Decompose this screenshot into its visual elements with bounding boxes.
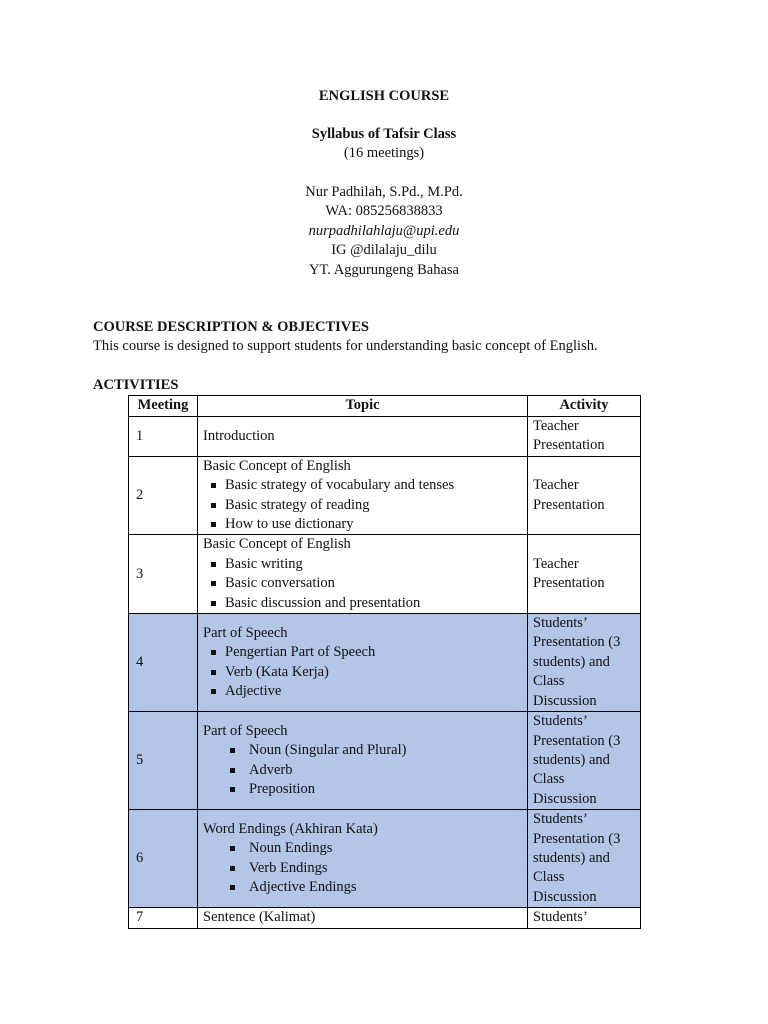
- meeting-cell: 6: [129, 810, 198, 908]
- meeting-cell: 4: [129, 614, 198, 712]
- topic-cell: [198, 417, 528, 457]
- meeting-cell: 1: [129, 417, 198, 457]
- activity-line: Presentation: [533, 496, 605, 513]
- activity-line: Teacher: [533, 477, 579, 494]
- description-heading: COURSE DESCRIPTION & OBJECTIVES: [93, 319, 369, 335]
- topic-item: Adjective Endings: [203, 878, 522, 897]
- topic-list: [203, 555, 522, 613]
- activity-cell: [528, 535, 641, 614]
- topic-item: Basic discussion and presentation: [203, 594, 522, 613]
- activity-cell: [528, 417, 641, 457]
- topic-item: Preposition: [203, 780, 522, 799]
- topic-cell: [198, 614, 528, 712]
- activity-line: Students’: [533, 615, 588, 632]
- meeting-cell: 5: [129, 712, 198, 810]
- activity-line: Class: [533, 771, 565, 788]
- instructor-block: [0, 183, 768, 280]
- topic-title: Basic Concept of English: [203, 457, 351, 474]
- table-row: [129, 614, 641, 712]
- topic-title: Introduction: [203, 427, 275, 444]
- activity-line: Class: [533, 869, 565, 886]
- instructor-wa: WA: 085256838833: [325, 203, 443, 220]
- activity-line: Presentation (3: [533, 634, 621, 651]
- description-section: [93, 318, 693, 357]
- topic-cell: [198, 535, 528, 614]
- topic-item: How to use dictionary: [203, 515, 522, 534]
- activity-line: Presentation: [533, 575, 605, 592]
- topic-item: Adverb: [203, 761, 522, 780]
- topic-cell: [198, 810, 528, 908]
- topic-item: Basic conversation: [203, 574, 522, 593]
- topic-title: Part of Speech: [203, 722, 288, 739]
- activity-line: Discussion: [533, 790, 597, 807]
- activity-cell: [528, 614, 641, 712]
- topic-list: [203, 741, 522, 799]
- activity-line: Presentation (3: [533, 732, 621, 749]
- table-row: [129, 456, 641, 535]
- instructor-yt: YT. Aggurungeng Bahasa: [309, 261, 459, 278]
- activities-table: [128, 395, 641, 929]
- activity-line: Presentation (3: [533, 830, 621, 847]
- activity-line: students) and: [533, 653, 610, 670]
- topic-list: [203, 839, 522, 897]
- topic-item: Basic strategy of reading: [203, 496, 522, 515]
- topic-item: Verb Endings: [203, 859, 522, 878]
- topic-item: Adjective: [203, 682, 522, 701]
- activity-line: Students’: [533, 713, 588, 730]
- course-title: ENGLISH COURSE: [318, 88, 450, 104]
- activities-section: [93, 376, 693, 395]
- table-header-row: [129, 396, 641, 417]
- activity-line: Students’: [533, 909, 588, 926]
- syllabus-title: Syllabus of Tafsir Class: [311, 126, 457, 142]
- instructor-ig: IG @dilalaju_dilu: [331, 242, 437, 259]
- column-header-activity: Activity: [528, 396, 641, 417]
- topic-list: [203, 476, 522, 534]
- table-row: [129, 908, 641, 928]
- topic-item: Basic writing: [203, 555, 522, 574]
- table-row: [129, 712, 641, 810]
- topic-item: Noun (Singular and Plural): [203, 741, 522, 760]
- activity-line: Discussion: [533, 692, 597, 709]
- topic-item: Basic strategy of vocabulary and tenses: [203, 476, 522, 495]
- table-row: [129, 417, 641, 457]
- topic-cell: [198, 712, 528, 810]
- column-header-meeting: Meeting: [129, 396, 198, 417]
- topic-item: Verb (Kata Kerja): [203, 663, 522, 682]
- activity-line: Discussion: [533, 888, 597, 905]
- meeting-cell: 7: [129, 908, 198, 928]
- activity-line: students) and: [533, 751, 610, 768]
- activity-cell: [528, 810, 641, 908]
- topic-cell: [198, 908, 528, 928]
- activity-line: Students’: [533, 811, 588, 828]
- table-row: [129, 810, 641, 908]
- column-header-topic: Topic: [198, 396, 528, 417]
- activity-line: Class: [533, 673, 565, 690]
- topic-item: Noun Endings: [203, 839, 522, 858]
- title-block: [0, 87, 768, 106]
- description-text: This course is designed to support students for understanding basic concept of English.: [93, 338, 598, 355]
- meetings-count: (16 meetings): [343, 145, 425, 162]
- topic-list: [203, 643, 522, 701]
- activity-line: Teacher: [533, 418, 579, 434]
- instructor-email: nurpadhilahlaju@upi.edu: [308, 222, 460, 239]
- activity-cell: [528, 712, 641, 810]
- activity-line: Presentation: [533, 437, 605, 454]
- meeting-cell: 3: [129, 535, 198, 614]
- topic-title: Part of Speech: [203, 624, 288, 641]
- topic-title: Word Endings (Akhiran Kata): [203, 820, 378, 837]
- activity-cell: [528, 908, 641, 928]
- topic-item: Pengertian Part of Speech: [203, 643, 522, 662]
- topic-title: Basic Concept of English: [203, 536, 351, 553]
- activity-line: students) and: [533, 849, 610, 866]
- table-row: [129, 535, 641, 614]
- activity-cell: [528, 456, 641, 535]
- activity-line: Teacher: [533, 555, 579, 572]
- instructor-name: Nur Padhilah, S.Pd., M.Pd.: [305, 184, 463, 200]
- topic-cell: [198, 456, 528, 535]
- activities-heading: ACTIVITIES: [93, 377, 179, 393]
- topic-title: Sentence (Kalimat): [203, 909, 316, 926]
- syllabus-block: [0, 125, 768, 164]
- meeting-cell: 2: [129, 456, 198, 535]
